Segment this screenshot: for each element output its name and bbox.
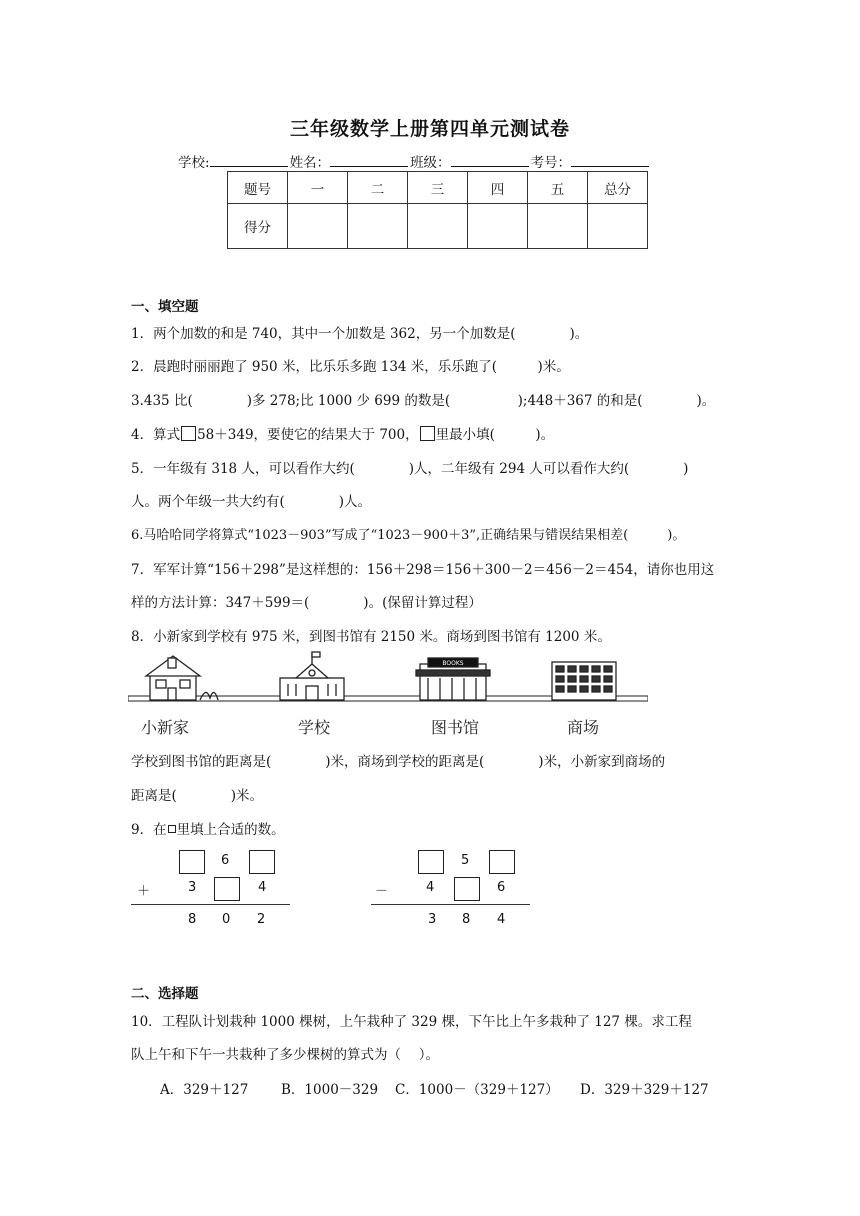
student-info-line bbox=[178, 151, 651, 171]
section-heading: 二、选择题 bbox=[131, 986, 199, 1002]
question-10-line1: 10．工程队计划栽种 1000 棵树，上午栽种了 329 棵，下午比上午多栽种了 127 棵。求工程 bbox=[131, 1014, 692, 1030]
question-8-line1: 学校到图书馆的距离是( )米，商场到学校的距离是( )米，小新家到商场的 bbox=[131, 754, 666, 770]
plus-sign: ＋ bbox=[137, 884, 151, 899]
question-7-line1: 7．军军计算“156＋298”是这样想的：156＋298＝156＋300－2＝456－2＝454，请你也用这 bbox=[131, 562, 715, 578]
name-label: 姓名： bbox=[289, 155, 331, 171]
name-blank[interactable] bbox=[330, 152, 408, 167]
house-icon bbox=[146, 656, 218, 700]
score-header-cell: 四 bbox=[468, 172, 528, 204]
place-label-school: 学校 bbox=[298, 718, 331, 737]
exam-no-label: 考号： bbox=[530, 155, 572, 171]
question-2: 2．晨跑时丽丽跑了 950 米，比乐乐多跑 134 米，乐乐跑了( )米。 bbox=[131, 359, 570, 375]
place-label-library: 图书馆 bbox=[431, 718, 480, 737]
result-digit: 4 bbox=[497, 912, 506, 927]
result-digit: 3 bbox=[428, 912, 437, 927]
digit-box[interactable] bbox=[249, 850, 275, 874]
score-header-cell: 题号 bbox=[228, 172, 288, 204]
digit: 4 bbox=[426, 880, 435, 895]
score-cell[interactable] bbox=[588, 204, 648, 249]
q9-text-b: 里填上合适的数。 bbox=[176, 822, 285, 838]
question-10-line2: 队上午和下午一共栽种了多少棵树的算式为（ ）。 bbox=[131, 1047, 440, 1063]
digit: 6 bbox=[221, 853, 230, 868]
blank-box[interactable] bbox=[181, 426, 196, 441]
school-blank[interactable] bbox=[210, 152, 288, 167]
page-title: 三年级数学上册第四单元测试卷 bbox=[289, 118, 570, 140]
q4-text-b: 58＋349，要使它的结果大于 700， bbox=[197, 427, 419, 443]
q4-text-c: 里最小填( )。 bbox=[435, 427, 555, 443]
digit: 4 bbox=[258, 880, 267, 895]
place-label-home: 小新家 bbox=[141, 718, 190, 737]
digit-box[interactable] bbox=[454, 877, 480, 901]
question-5-line1: 5．一年级有 318 人，可以看作大约( )人，二年级有 294 人可以看作大约( ) bbox=[131, 461, 689, 477]
score-cell[interactable] bbox=[288, 204, 348, 249]
question-3: 3.435 比( )多 278;比 1000 少 699 的数是( );448＋367 的和是( )。 bbox=[131, 393, 716, 409]
digit-box[interactable] bbox=[214, 877, 240, 901]
digit: 5 bbox=[461, 853, 470, 868]
option-d[interactable]: D．329＋329＋127 bbox=[580, 1082, 709, 1098]
score-cell[interactable] bbox=[408, 204, 468, 249]
route-illustration bbox=[128, 650, 648, 720]
question-8-line2: 距离是( )米。 bbox=[131, 788, 264, 804]
digit-box[interactable] bbox=[418, 850, 444, 874]
result-digit: 8 bbox=[188, 912, 197, 927]
mall-icon bbox=[552, 662, 616, 700]
digit: 3 bbox=[188, 880, 197, 895]
score-cell[interactable] bbox=[468, 204, 528, 249]
difference-line bbox=[371, 904, 530, 905]
score-table bbox=[227, 171, 648, 249]
blank-box[interactable] bbox=[420, 426, 435, 441]
books-sign: BOOKS bbox=[442, 660, 464, 667]
score-cell[interactable] bbox=[348, 204, 408, 249]
digit-box[interactable] bbox=[179, 850, 205, 874]
score-header-cell: 三 bbox=[408, 172, 468, 204]
score-header-cell: 五 bbox=[528, 172, 588, 204]
place-label-mall: 商场 bbox=[567, 718, 600, 737]
question-9 bbox=[131, 818, 285, 838]
digit-box[interactable] bbox=[489, 850, 515, 874]
question-7-line2: 样的方法计算：347＋599＝( )。(保留计算过程） bbox=[131, 595, 482, 611]
score-header-cell: 总分 bbox=[588, 172, 648, 204]
digit: 6 bbox=[497, 880, 506, 895]
minus-sign: － bbox=[375, 884, 389, 899]
q9-text-a: 9．在 bbox=[131, 822, 167, 838]
score-cell[interactable] bbox=[528, 204, 588, 249]
score-header-cell: 一 bbox=[288, 172, 348, 204]
question-6: 6.马哈哈同学将算式“1023－903”写成了“1023－900＋3”,正确结果与错误结果相差( )。 bbox=[131, 528, 686, 543]
score-header-cell: 二 bbox=[348, 172, 408, 204]
result-digit: 0 bbox=[222, 912, 231, 927]
exam-no-blank[interactable] bbox=[571, 152, 649, 167]
section-heading: 一、填空题 bbox=[131, 299, 199, 315]
school-icon bbox=[280, 652, 344, 700]
score-row-label: 得分 bbox=[228, 204, 288, 249]
option-b[interactable]: B．1000－329 bbox=[281, 1082, 379, 1098]
question-1: 1．两个加数的和是 740，其中一个加数是 362，另一个加数是( )。 bbox=[131, 326, 589, 342]
result-digit: 8 bbox=[462, 912, 471, 927]
school-label: 学校: bbox=[178, 155, 210, 171]
question-5-line2: 人。两个年级一共大约有( )人。 bbox=[131, 494, 372, 510]
q4-text-a: 4．算式 bbox=[131, 427, 181, 443]
option-a[interactable]: A．329＋127 bbox=[160, 1082, 249, 1098]
blank-box-small bbox=[168, 825, 176, 833]
question-4 bbox=[131, 423, 554, 443]
sum-line bbox=[131, 904, 290, 905]
result-digit: 2 bbox=[257, 912, 266, 927]
class-label: 班级： bbox=[410, 155, 451, 171]
class-blank[interactable] bbox=[451, 152, 529, 167]
question-8: 8．小新家到学校有 975 米，到图书馆有 2150 米。商场到图书馆有 1200 米。 bbox=[131, 629, 611, 645]
option-c[interactable]: C．1000－（329＋127） bbox=[395, 1082, 559, 1098]
